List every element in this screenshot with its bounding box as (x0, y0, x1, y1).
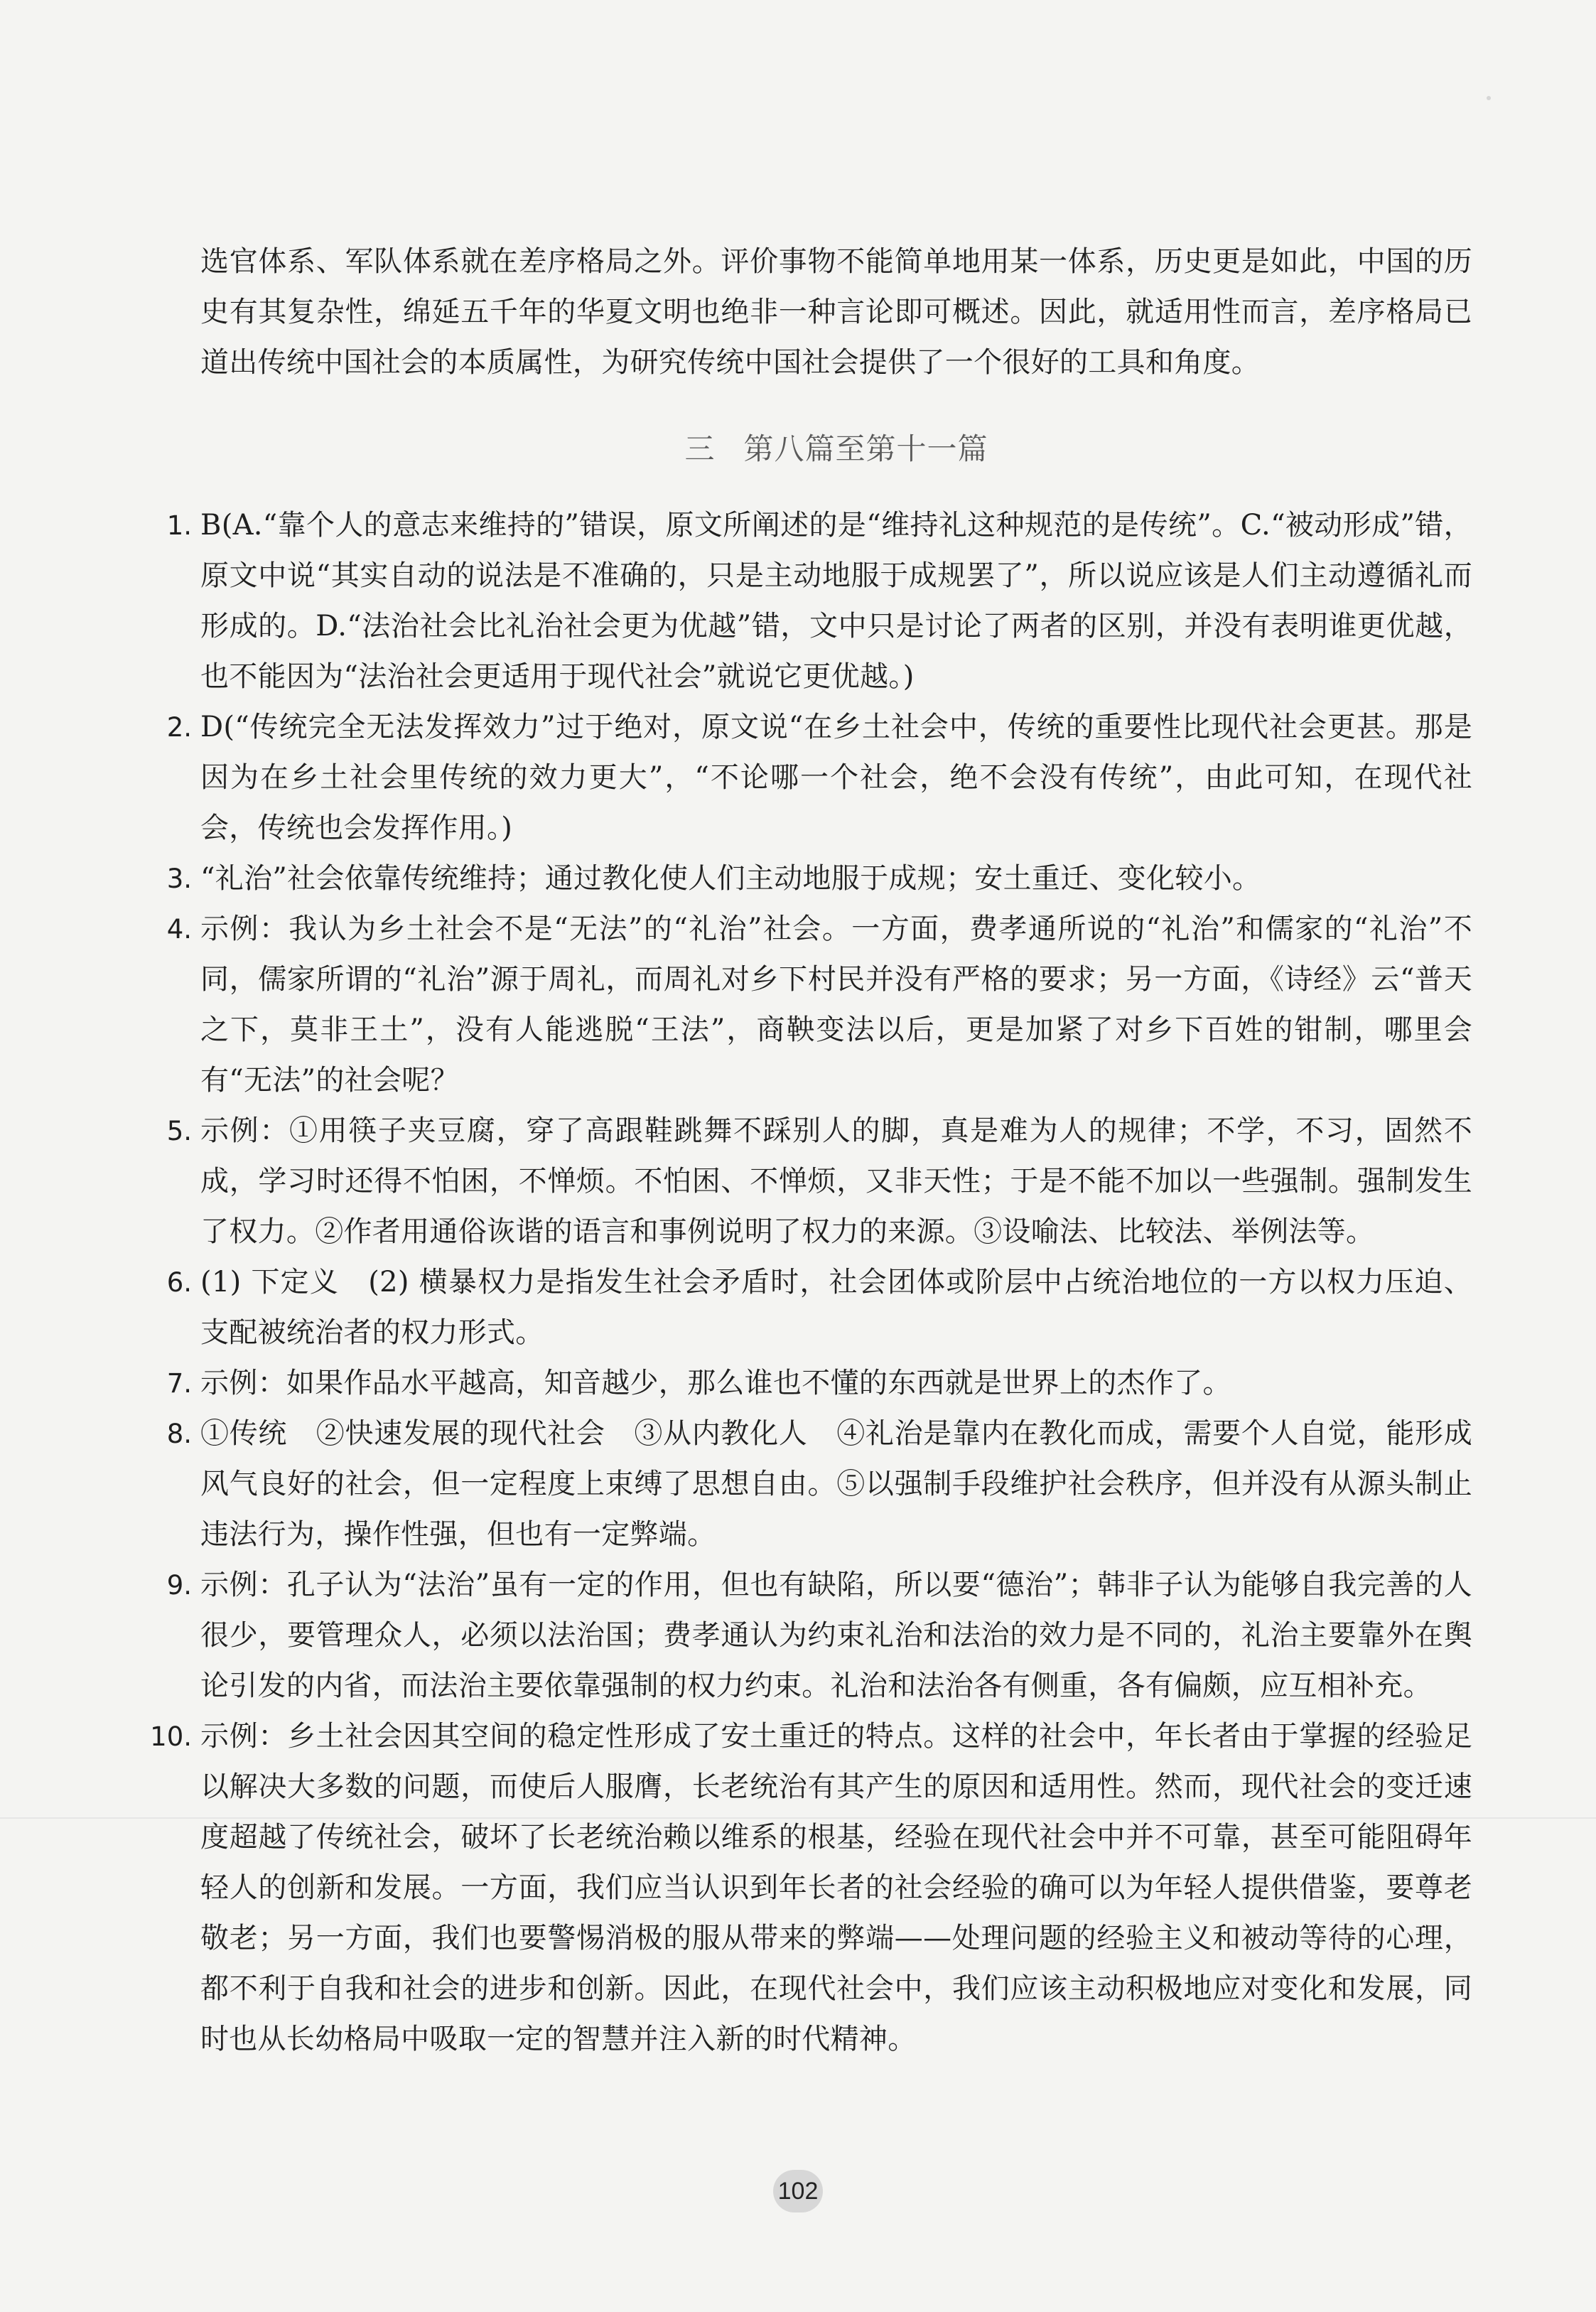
section-title: 第八篇至第十一篇 (743, 431, 988, 466)
answer-text: B(A.“靠个人的意志来维持的”错误，原文所阐述的是“维持礼这种规范的是传统”。C.“被动形成”错，原文中说“其实自动的说法是不准确的，只是主动地服于成规罢了”，所以说应该是人们主动遵循礼而形成的。D.“法治社会比礼治社会更为优越”错，文中只是讨论了两者的区别，并没有表明谁更优越，也不能因为“法治社会更适用于现代社会”就说它更优越。) (200, 509, 1472, 693)
answer-item-7 (166, 1358, 1472, 1409)
answer-text: 示例：我认为乡土社会不是“无法”的“礼治”社会。一方面，费孝通所说的“礼治”和儒家的“礼治”不同，儒家所谓的“礼治”源于周礼，而周礼对乡下村民并没有严格的要求；另一方面，《诗经》云“普天之下，莫非王土”，没有人能逃脱“王法”，商鞅变法以后，更是加紧了对乡下百姓的钳制，哪里会有“无法”的社会呢？ (200, 913, 1472, 1097)
answer-text: 示例：孔子认为“法治”虽有一定的作用，但也有缺陷，所以要“德治”；韩非子认为能够自我完善的人很少，要管理众人，必须以法治国；费孝通认为约束礼治和法治的效力是不同的，礼治主要靠外在舆论引发的内省，而法治主要依靠强制的权力约束。礼治和法治各有侧重，各有偏颇，应互相补充。 (200, 1569, 1472, 1702)
answer-text: (1) 下定义 (2) 横暴权力是指发生社会矛盾时，社会团体或阶层中占统治地位的一方以权力压迫、支配被统治者的权力形式。 (200, 1266, 1472, 1349)
answer-item-6 (166, 1257, 1472, 1358)
answer-number: 8. (166, 1419, 192, 1449)
answer-item-4 (166, 904, 1472, 1106)
answer-text: 示例：如果作品水平越高，知音越少，那么谁也不懂的东西就是世界上的杰作了。 (200, 1367, 1231, 1399)
answer-item-1 (166, 500, 1472, 702)
scan-fold-line (0, 1817, 1596, 1819)
answer-text: D(“传统完全无法发挥效力”过于绝对，原文说“在乡土社会中，传统的重要性比现代社会更甚。那是因为在乡土社会里传统的效力更大”，“不论哪一个社会，绝不会没有传统”，由此可知，在现代社会，传统也会发挥作用。) (200, 711, 1472, 844)
answer-number: 6. (166, 1267, 192, 1298)
answer-number: 1. (166, 510, 192, 541)
answer-item-3 (166, 854, 1472, 904)
answer-number: 10. (150, 1721, 192, 1752)
section-number: 三 (684, 431, 716, 466)
answer-text: 示例：乡土社会因其空间的稳定性形成了安土重迁的特点。这样的社会中，年长者由于掌握的经验足以解决大多数的问题，而使后人服膺，长老统治有其产生的原因和适用性。然而，现代社会的变迁速度超越了传统社会，破坏了长老统治赖以维系的根基，经验在现代社会中并不可靠，甚至可能阻碍年轻人的创新和发展。一方面，我们应当认识到年长者的社会经验的确可以为年轻人提供借鉴，要尊老敬老；另一方面，我们也要警惕消极的服从带来的弊端——处理问题的经验主义和被动等待的心理，都不利于自我和社会的进步和创新。因此，在现代社会中，我们应该主动积极地应对变化和发展，同时也从长幼格局中吸取一定的智慧并注入新的时代精神。 (200, 1720, 1472, 2055)
answer-number: 2. (166, 712, 192, 743)
answer-item-2 (166, 702, 1472, 854)
answer-text: “礼治”社会依靠传统维持；通过教化使人们主动地服于成规；安土重迁、变化较小。 (200, 862, 1261, 895)
answer-item-10 (150, 1711, 1472, 2065)
intro-paragraph: 选官体系、军队体系就在差序格局之外。评价事物不能简单地用某一体系，历史更是如此，中国的历史有其复杂性，绵延五千年的华夏文明也绝非一种言论即可概述。因此，就适用性而言，差序格局已道出传统中国社会的本质属性，为研究传统中国社会提供了一个很好的工具和角度。 (200, 245, 1472, 379)
answer-number: 3. (166, 864, 192, 894)
scan-speck (1487, 96, 1491, 100)
answer-list (150, 500, 1472, 2065)
answer-number: 7. (166, 1368, 192, 1399)
answer-number: 4. (166, 914, 192, 945)
answer-item-5 (166, 1106, 1472, 1257)
answer-text: ①传统 ②快速发展的现代社会 ③从内教化人 ④礼治是靠内在教化而成，需要个人自觉，能形成风气良好的社会，但一定程度上束缚了思想自由。⑤以强制手段维护社会秩序，但并没有从源头制止违法行为，操作性强，但也有一定弊端。 (200, 1417, 1472, 1551)
page-content (150, 237, 1472, 2065)
page-number-badge (773, 2170, 823, 2212)
answer-number: 5. (166, 1116, 192, 1146)
answer-item-8 (166, 1409, 1472, 1560)
answer-text: 示例：①用筷子夹豆腐，穿了高跟鞋跳舞不踩别人的脚，真是难为人的规律；不学，不习，固然不成，学习时还得不怕困，不惮烦。不怕困、不惮烦，又非天性；于是不能不加以一些强制。强制发生了权力。②作者用通俗诙谐的语言和事例说明了权力的来源。③设喻法、比较法、举例法等。 (200, 1114, 1472, 1248)
section-heading (200, 428, 1472, 471)
page-number: 102 (777, 2178, 819, 2205)
answer-item-9 (166, 1560, 1472, 1711)
answer-number: 9. (166, 1570, 192, 1601)
